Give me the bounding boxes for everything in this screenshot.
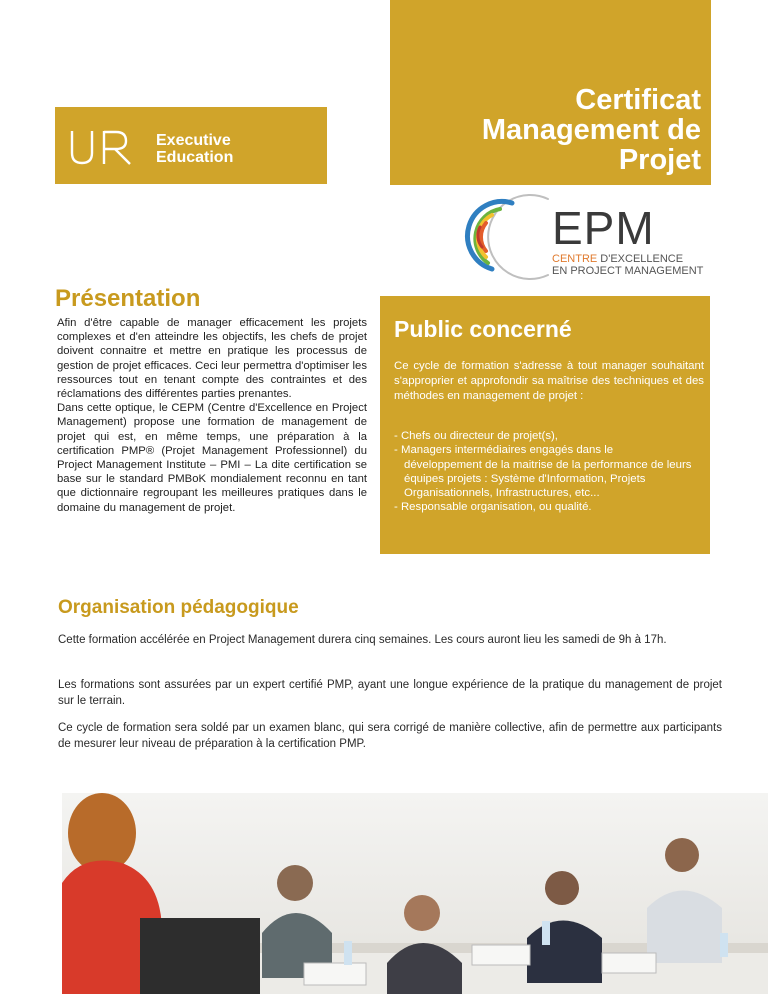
organisation-heading: Organisation pédagogique [58,597,299,618]
logo-line-education: Education [156,149,234,166]
title-line-1: Certificat [575,84,701,116]
public-list [394,429,694,515]
presentation-body [57,316,367,515]
cepm-subtitle-2: EN PROJECT MANAGEMENT [552,265,704,277]
ur-executive-education-logo [55,107,327,184]
organisation-paragraph-1: Cette formation accélérée en Project Management durera cinq semaines. Les cours auront lieu les samedi de 9h à 17h. [58,634,667,646]
cepm-subtitle-accent: CENTRE [552,253,598,265]
organisation-paragraph-3: Ce cycle de formation sera soldé par un examen blanc, qui sera corrigé de manière collective, afin de permettre aux participants de mesurer leur niveau de préparation à la certification PMP. [58,722,722,750]
presentation-paragraph-1: Afin d'être capable de manager efficacement les projets complexes et d'en atteindre les objectifs, les chefs de projet doivent connaitre et mettre en pratique les processus de gestion de projet efficaces. Ceci leur permettra d'optimiser les ressources tout en tenant compte des contraintes et des réclamations des différentes parties prenantes. [57,317,367,401]
cepm-wordmark: EPM [552,202,655,254]
ur-monogram-icon [66,127,136,167]
organisation-paragraph-2: Les formations sont assurées par un expert certifié PMP, ayant une longue expérience de la pratique du management de projet sur le terrain. [58,679,722,707]
list-item: - Managers intermédiaires engagés dans le développement de la maitrise de la performance de leurs équipes projets : Système d'Information, Projets Organisationnels, Infrastructures, etc... [394,444,692,500]
presentation-heading: Présentation [55,285,201,312]
cepm-swirl-icon [452,193,562,281]
public-intro: Ce cycle de formation s'adresse à tout manager souhaitant s'approprier et approfondir sa maîtrise des techniques et des méthodes en management de projet : [394,360,704,402]
logo-line-executive: Executive [156,132,231,149]
presentation-paragraph-2: Dans cette optique, le CEPM (Centre d'Excellence en Project Management) propose une formation de management de projet qui est, en même temps, une préparation à la certification PMP® (Projet Management Professionnel) du Project Management Institute – PMI – La dite certification se base sur le standard PMBoK mondialement reconnu en tant que dictionnaire regroupant les meilleures pratiques dans le domaine du management de projet. [57,402,367,514]
title-line-2: Management de [481,114,701,146]
cepm-logo [452,193,712,281]
logo-text [156,132,233,166]
public-concerne-box [380,296,710,554]
title-line-3: Projet [618,144,701,176]
cepm-subtitle-rest: D'EXCELLENCE [597,253,684,265]
document-title-box [390,0,711,185]
list-item: - Chefs ou directeur de projet(s), [394,430,558,442]
training-session-photo [62,793,768,994]
cepm-subtitle-1 [552,253,683,265]
list-item: - Responsable organisation, ou qualité. [394,501,592,514]
public-heading: Public concerné [394,316,572,342]
